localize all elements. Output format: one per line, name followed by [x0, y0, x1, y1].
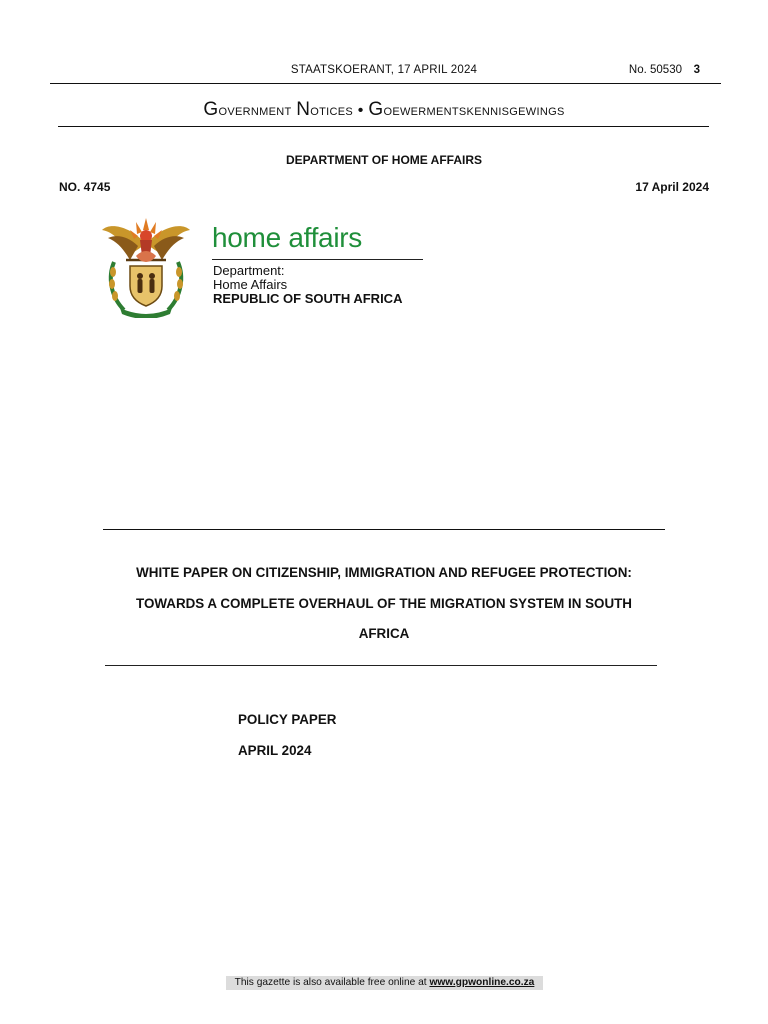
white-paper-title: [100, 558, 668, 650]
coat-of-arms-icon: [100, 216, 192, 318]
notices-heading-initial: G: [368, 99, 384, 120]
footer-text: This gazette is also available free online at: [234, 977, 427, 988]
policy-paper-label: POLICY PAPER: [238, 712, 337, 727]
notices-heading-initial: G: [203, 99, 219, 120]
logo-line-republic: REPUBLIC OF SOUTH AFRICA: [213, 291, 403, 306]
notices-heading-bullet: •: [357, 102, 364, 119]
gazette-header-title: STAATSKOERANT, 17 APRIL 2024: [290, 64, 478, 76]
title-top-divider: [103, 529, 665, 530]
home-affairs-logo: [100, 216, 430, 318]
notice-date: 17 April 2024: [635, 180, 709, 194]
footer-banner: [226, 976, 543, 990]
white-paper-title-line: TOWARDS A COMPLETE OVERHAUL OF THE MIGRATION SYSTEM IN SOUTH: [136, 595, 632, 611]
notices-heading-part: oewermentskennisgewings: [383, 102, 565, 119]
page-number: 3: [693, 64, 700, 76]
logo-title: home affairs: [212, 222, 362, 253]
title-bottom-divider: [105, 665, 657, 666]
notices-heading-initial: N: [296, 99, 311, 120]
header-divider: [50, 83, 721, 84]
notices-heading: [0, 99, 768, 121]
white-paper-title-line: WHITE PAPER ON CITIZENSHIP, IMMIGRATION AND REFUGEE PROTECTION:: [136, 565, 632, 580]
gazette-number: No. 50530: [628, 64, 682, 76]
policy-paper-date: APRIL 2024: [238, 743, 312, 758]
notices-divider: [58, 126, 709, 127]
logo-divider: [212, 259, 423, 260]
notices-heading-part: overnment: [218, 102, 292, 119]
department-title: DEPARTMENT OF HOME AFFAIRS: [286, 153, 482, 167]
footer-link[interactable]: www.gpwonline.co.za: [429, 977, 535, 988]
notices-heading-part: otices: [310, 102, 353, 119]
logo-line-department: Department:: [213, 263, 285, 278]
white-paper-title-line: AFRICA: [358, 626, 410, 641]
notice-number: NO. 4745: [59, 180, 111, 194]
logo-line-home-affairs: Home Affairs: [213, 277, 288, 292]
